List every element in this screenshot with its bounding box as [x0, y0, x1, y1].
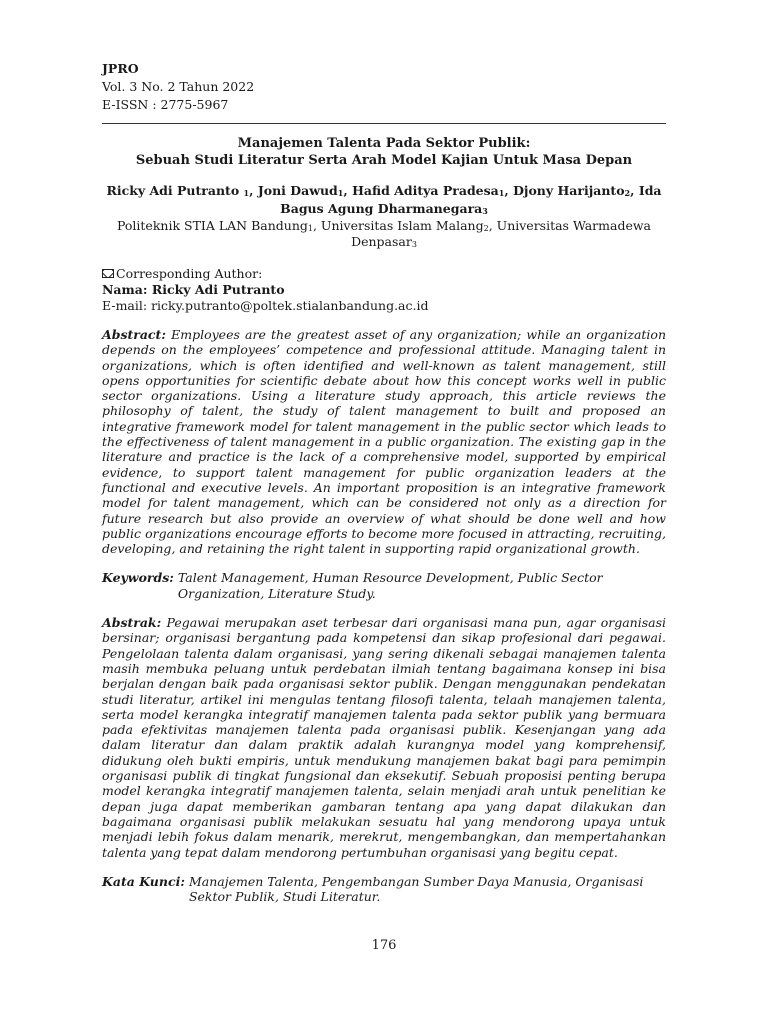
- keywords-text: Talent Management, Human Resource Development, Public Sector Organization, Literature Study.: [177, 570, 603, 601]
- corresponding-author-name: Nama: Ricky Adi Putranto: [102, 282, 285, 297]
- affiliation-name: Universitas Warmadewa Denpasar: [351, 218, 651, 249]
- corresponding-author-label: Corresponding Author:: [116, 266, 263, 281]
- journal-issn: E-ISSN : 2775-5967: [102, 97, 229, 112]
- kata-kunci-label: Kata Kunci:: [102, 873, 185, 889]
- corresponding-author-email[interactable]: E-mail: ricky.putranto@poltek.stialanbandung.ac.id: [102, 298, 429, 313]
- corresponding-author-block: [102, 266, 666, 314]
- abstrak-text: Pegawai merupakan aset terbesar dari organisasi mana pun, agar organisasi bersinar; organisasi bergantung pada kompetensi dan sikap profesional dari pegawai. Pengelolaan talenta dalam organisasi, yang sering dikenali sebagai manajemen talenta masih membuka peluang untuk perdebatan ilmiah tentang bagaimana konsep ini bisa berjalan dengan baik pada organisasi sektor publik. Dengan menggunakan pendekatan studi literatur, artikel ini mengulas tentang filosofi talenta, telaah manajemen talenta, serta model kerangka integratif manajemen talenta pada sektor publik yang bermuara pada efektivitas manajemen talenta pada organisasi publik. Kesenjangan yang ada dalam literatur dan dalam praktik adalah kurangnya model yang komprehensif, didukung oleh bukti empiris, untuk mendukung manajemen bakat bagi para pemimpin organisasi publik di tingkat fungsional dan eksekutif. Sebuah proposisi penting berupa model kerangka integratif manajemen talenta, selain menjadi arah untuk penelitian ke depan juga dapat memberikan gambaran tentang apa yang dapat dilakukan dan bagaimana organisasi publik melakukan sesuatu hal yang mendorong upaya untuk menjadi lebih fokus dalam menarik, merekrut, mengembangkan, dan mempertahankan talenta yang tepat dalam mendorong pertumbuhan organisasi yang begitu cepat.: [102, 615, 666, 860]
- author-name: Ida Bagus Agung Dharmanegara: [280, 183, 662, 216]
- affiliation-mark: 1: [307, 224, 313, 233]
- abstract-english: [102, 327, 666, 556]
- abstract-text: Employees are the greatest asset of any organization; while an organization depends on the employees’ competence and professional attitude. Managing talent in organizations, which is often identified and well-known as talent management, still opens opportunities for scientific debate about how this concept works well in public sector organizations. Using a literature study approach, this article reviews the philosophy of talent, the study of talent management to built and proposed an integrative framework model for talent management in the public sector which leads to the effectiveness of talent management in a public organization. The existing gap in the literature and practice is the lack of a comprehensive model, supported by empirical evidence, to support talent management for public organization leaders at the functional and executive levels. An important proposition is an integrative framework model for talent management, which can be considered not only as a direction for future research but also provide an overview of what should be done well and how public organizations encourage efforts to become more focused in attracting, recruiting, developing, and retaining the right talent in supporting rapid organizational growth.: [102, 327, 667, 557]
- author-name: Joni Dawud: [257, 183, 338, 198]
- paper-title: [102, 135, 666, 169]
- affiliation-name: Universitas Islam Malang: [320, 218, 484, 233]
- paper-page: [102, 60, 666, 904]
- author-affil-mark: 1: [498, 188, 505, 198]
- author-name: Hafid Aditya Pradesa: [352, 183, 499, 198]
- author-affil-mark: 2: [624, 188, 631, 198]
- kata-kunci-text: Manajemen Talenta, Pengembangan Sumber Daya Manusia, Organisasi Sektor Publik, Studi Literatur.: [188, 873, 644, 905]
- abstract-indonesian: [102, 615, 666, 860]
- author-list: Ricky Adi Putranto $_1$, Joni Dawud$_1$, Hafid Aditya Pradesa$_1$, Djony Harijanto$_2$, Ida Bagus Agung Dharmanegara$_3$: [106, 183, 662, 216]
- journal-header: [102, 60, 666, 114]
- journal-name: JPRO: [102, 61, 139, 76]
- author-name: Ricky Adi Putranto: [106, 183, 240, 198]
- page-number: 176: [371, 938, 397, 953]
- affiliation-name: Politeknik STIA LAN Bandung: [116, 218, 308, 233]
- abstrak-label: Abstrak:: [102, 615, 162, 631]
- journal-volume: Vol. 3 No. 2 Tahun 2022: [102, 79, 255, 94]
- keywords-indonesian: [102, 874, 666, 905]
- abstract-label: Abstract:: [102, 327, 166, 342]
- author-affil-mark: 1: [243, 188, 250, 198]
- keywords-english: [102, 570, 666, 601]
- header-divider: [102, 123, 666, 124]
- envelope-icon: [102, 269, 114, 278]
- author-name: Djony Harijanto: [513, 183, 625, 198]
- affiliation-list: Politeknik STIA LAN Bandung$_1$, Universitas Islam Malang$_2$, Universitas Warmadewa Denpasar$_3$: [116, 218, 651, 249]
- keywords-label: Keywords:: [102, 570, 174, 586]
- title-line-1: Manajemen Talenta Pada Sektor Publik:: [237, 136, 531, 151]
- title-line-2: Sebuah Studi Literatur Serta Arah Model Kajian Untuk Masa Depan: [135, 153, 633, 168]
- author-affil-mark: 3: [482, 206, 488, 216]
- affiliation-mark: 3: [411, 240, 417, 249]
- affiliation-mark: 2: [483, 224, 489, 233]
- author-affil-mark: 1: [337, 188, 344, 198]
